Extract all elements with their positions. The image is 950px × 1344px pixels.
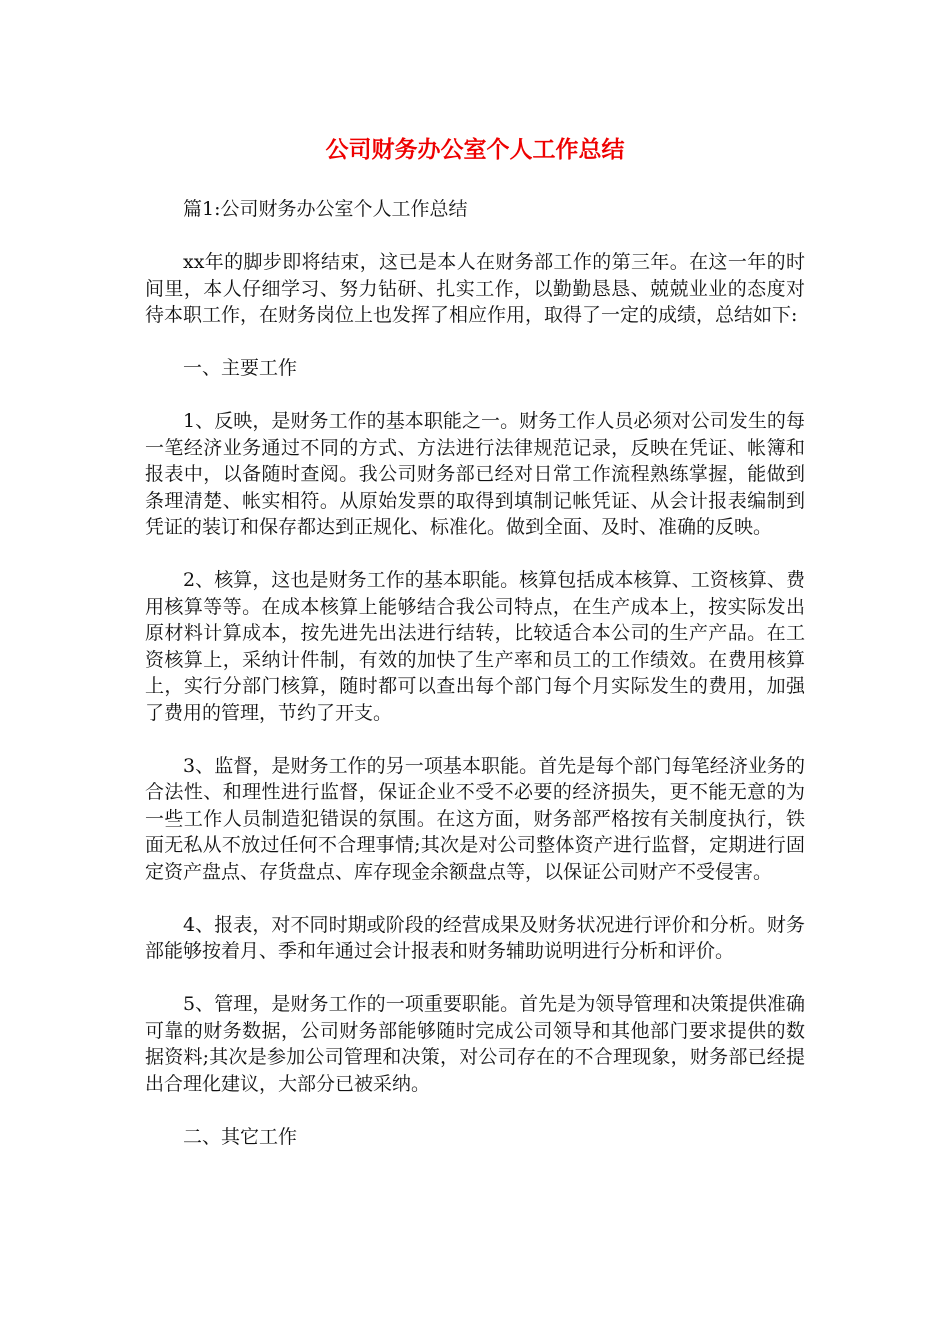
- intro-paragraph: xx年的脚步即将结束，这已是本人在财务部工作的第三年。在这一年的时间里，本人仔细学习、努力钻研、扎实工作，以勤勤恳恳、兢兢业业的态度对待本职工作，在财务岗位上也发挥了相应作用，取得了一定的成绩，总结如下:: [145, 251, 805, 326]
- document-body: [145, 196, 805, 1177]
- work-item-paragraph: 2、核算，这也是财务工作的基本职能。核算包括成本核算、工资核算、费用核算等等。在成本核算上能够结合我公司特点，在生产成本上，按实际发出原材料计算成本，按先进先出法进行结转，比较适合本公司的生产产品。在工资核算上，采纳计件制，有效的加快了生产率和员工的工作绩效。在费用核算上，实行分部门核算，随时都可以查出每个部门每个月实际发生的费用，加强了费用的管理，节约了开支。: [145, 569, 805, 724]
- section-heading-main-work: 一、主要工作: [183, 357, 298, 379]
- document-subtitle: 篇1:公司财务办公室个人工作总结: [183, 198, 468, 220]
- work-item-paragraph: 1、反映，是财务工作的基本职能之一。财务工作人员必须对公司发生的每一笔经济业务通过不同的方式、方法进行法律规范记录，反映在凭证、帐簿和报表中，以备随时查阅。我公司财务部已经对日常工作流程熟练掌握，能做到条理清楚、帐实相符。从原始发票的取得到填制记帐凭证、从会计报表编制到凭证的装订和保存都达到正规化、标准化。做到全面、及时、准确的反映。: [145, 410, 805, 538]
- work-item-paragraph: 4、报表，对不同时期或阶段的经营成果及财务状况进行评价和分析。财务部能够按着月、季和年通过会计报表和财务辅助说明进行分析和评价。: [145, 913, 805, 962]
- work-item-paragraph: 5、管理，是财务工作的一项重要职能。首先是为领导管理和决策提供准确可靠的财务数据，公司财务部能够随时完成公司领导和其他部门要求提供的数据资料;其次是参加公司管理和决策，对公司存在的不合理现象，财务部已经提出合理化建议，大部分已被采纳。: [145, 993, 805, 1095]
- work-item-paragraph: 3、监督，是财务工作的另一项基本职能。首先是每个部门每笔经济业务的合法性、和理性进行监督，保证企业不受不必要的经济损失，更不能无意的为一些工作人员制造犯错误的氛围。在这方面，财务部严格按有关制度执行，铁面无私从不放过任何不合理事情;其次是对公司整体资产进行监督，定期进行固定资产盘点、存货盘点、库存现金余额盘点等，以保证公司财产不受侵害。: [145, 754, 805, 883]
- section-heading-other-work: 二、其它工作: [183, 1125, 298, 1148]
- document-title: 公司财务办公室个人工作总结: [325, 137, 625, 163]
